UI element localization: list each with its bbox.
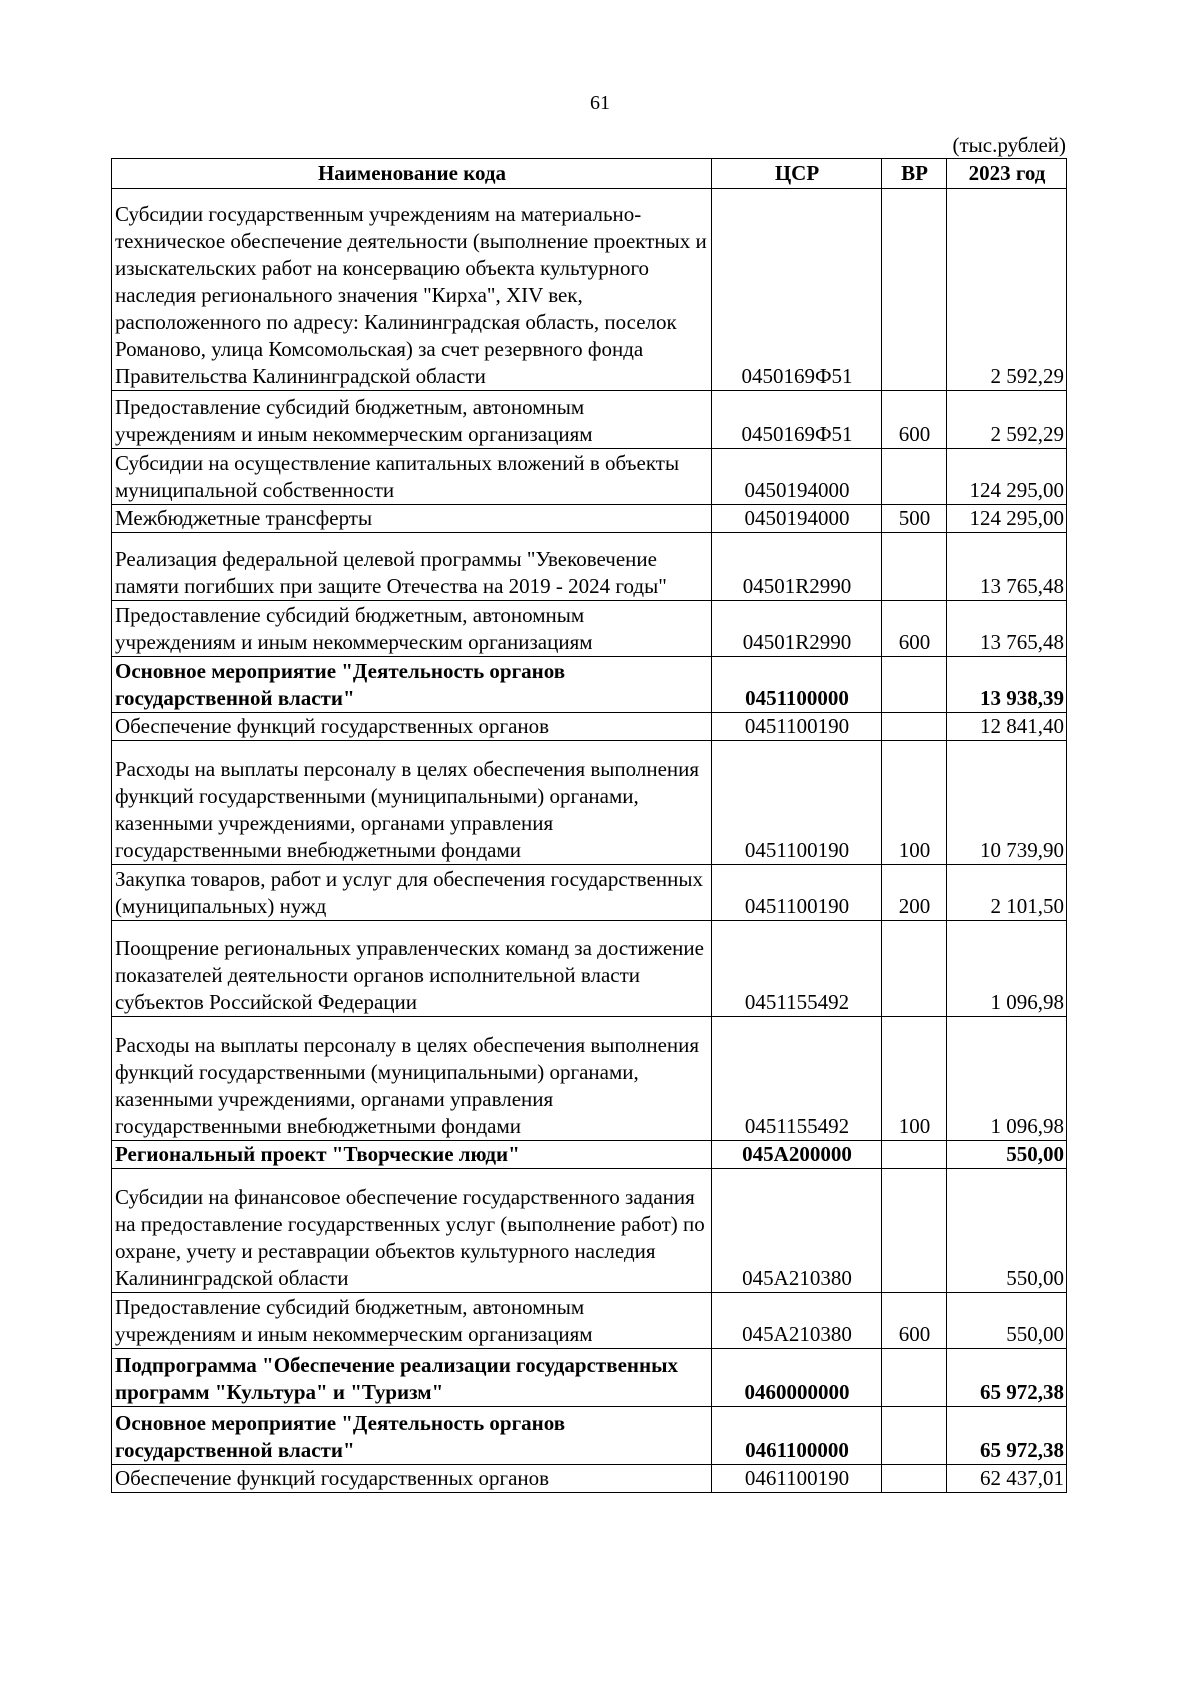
row-name: Субсидии государственным учреждениям на материально-техническое обеспечение деятельности (выполнение проектных и изыскательских работ на консервацию объекта культурного наследия регионального значения "Кирха", XIV век, расположенного по адресу: Калининградская область, поселок Романово, улица Комсомольская) за счет резервного фонда Правительства Калининградской области — [112, 189, 712, 391]
page-number: 61 — [590, 92, 610, 114]
row-amount: 13 938,39 — [947, 657, 1067, 713]
table-row — [112, 921, 1067, 1017]
row-name: Межбюджетные трансферты — [112, 505, 712, 533]
row-vr — [882, 189, 947, 391]
row-amount: 10 739,90 — [947, 741, 1067, 865]
row-amount: 12 841,40 — [947, 713, 1067, 741]
row-csr: 0451100190 — [712, 713, 882, 741]
row-amount: 65 972,38 — [947, 1349, 1067, 1407]
row-amount: 124 295,00 — [947, 505, 1067, 533]
row-amount: 550,00 — [947, 1169, 1067, 1293]
row-name: Субсидии на финансовое обеспечение государственного задания на предоставление государственных услуг (выполнение работ) по охране, учету и реставрации объектов культурного наследия Калининградской области — [112, 1169, 712, 1293]
table-row — [112, 1407, 1067, 1465]
row-vr — [882, 1465, 947, 1493]
row-amount: 65 972,38 — [947, 1407, 1067, 1465]
row-amount: 13 765,48 — [947, 601, 1067, 657]
row-csr: 0450194000 — [712, 449, 882, 505]
row-name: Основное мероприятие "Деятельность органов государственной власти" — [112, 1407, 712, 1465]
column-header-csr: ЦСР — [712, 159, 882, 189]
row-amount: 550,00 — [947, 1141, 1067, 1169]
row-csr: 0451155492 — [712, 1017, 882, 1141]
row-amount: 13 765,48 — [947, 533, 1067, 601]
table-row — [112, 601, 1067, 657]
row-csr: 0450169Ф51 — [712, 391, 882, 449]
row-name: Предоставление субсидий бюджетным, автономным учреждениям и иным некоммерческим организациям — [112, 1293, 712, 1349]
row-name: Основное мероприятие "Деятельность органов государственной власти" — [112, 657, 712, 713]
table-row — [112, 865, 1067, 921]
budget-table — [111, 158, 1067, 1493]
row-csr: 045А200000 — [712, 1141, 882, 1169]
row-name: Закупка товаров, работ и услуг для обеспечения государственных (муниципальных) нужд — [112, 865, 712, 921]
row-amount: 2 592,29 — [947, 189, 1067, 391]
column-header-vr: ВР — [882, 159, 947, 189]
row-vr — [882, 1349, 947, 1407]
row-csr: 0461100190 — [712, 1465, 882, 1493]
row-name: Предоставление субсидий бюджетным, автономным учреждениям и иным некоммерческим организациям — [112, 601, 712, 657]
row-csr: 0450169Ф51 — [712, 189, 882, 391]
row-csr: 0451100190 — [712, 865, 882, 921]
row-vr — [882, 1407, 947, 1465]
table-row — [112, 505, 1067, 533]
row-name: Расходы на выплаты персоналу в целях обеспечения выполнения функций государственными (муниципальными) органами, казенными учреждениями, органами управления государственными внебюджетными фондами — [112, 1017, 712, 1141]
row-vr — [882, 657, 947, 713]
row-vr — [882, 1169, 947, 1293]
row-amount: 62 437,01 — [947, 1465, 1067, 1493]
table-row — [112, 533, 1067, 601]
row-vr: 100 — [882, 1017, 947, 1141]
row-vr: 600 — [882, 601, 947, 657]
row-csr: 0451100190 — [712, 741, 882, 865]
row-vr: 600 — [882, 391, 947, 449]
table-row — [112, 1349, 1067, 1407]
row-vr — [882, 449, 947, 505]
row-amount: 1 096,98 — [947, 921, 1067, 1017]
row-vr: 200 — [882, 865, 947, 921]
row-amount: 1 096,98 — [947, 1017, 1067, 1141]
table-row — [112, 657, 1067, 713]
row-csr: 045А210380 — [712, 1169, 882, 1293]
table-row — [112, 1465, 1067, 1493]
table-row — [112, 1169, 1067, 1293]
row-name: Подпрограмма "Обеспечение реализации государственных программ "Культура" и "Туризм" — [112, 1349, 712, 1407]
table-row — [112, 1141, 1067, 1169]
row-amount: 124 295,00 — [947, 449, 1067, 505]
row-vr — [882, 921, 947, 1017]
table-row — [112, 1293, 1067, 1349]
table-header-row — [112, 159, 1067, 189]
row-vr — [882, 533, 947, 601]
table-row — [112, 1017, 1067, 1141]
row-csr: 0461100000 — [712, 1407, 882, 1465]
row-name: Предоставление субсидий бюджетным, автономным учреждениям и иным некоммерческим организациям — [112, 391, 712, 449]
row-name: Обеспечение функций государственных органов — [112, 713, 712, 741]
table-row — [112, 391, 1067, 449]
row-csr: 04501R2990 — [712, 533, 882, 601]
column-header-year: 2023 год — [947, 159, 1067, 189]
table-row — [112, 449, 1067, 505]
row-csr: 0450194000 — [712, 505, 882, 533]
row-amount: 2 101,50 — [947, 865, 1067, 921]
row-csr: 045А210380 — [712, 1293, 882, 1349]
table-row — [112, 741, 1067, 865]
row-csr: 04501R2990 — [712, 601, 882, 657]
row-amount: 550,00 — [947, 1293, 1067, 1349]
table-row — [112, 189, 1067, 391]
row-name: Субсидии на осуществление капитальных вложений в объекты муниципальной собственности — [112, 449, 712, 505]
row-vr: 500 — [882, 505, 947, 533]
row-csr: 0451100000 — [712, 657, 882, 713]
row-vr — [882, 1141, 947, 1169]
row-name: Обеспечение функций государственных органов — [112, 1465, 712, 1493]
row-vr: 100 — [882, 741, 947, 865]
table-row — [112, 713, 1067, 741]
row-name: Поощрение региональных управленческих команд за достижение показателей деятельности органов исполнительной власти субъектов Российской Федерации — [112, 921, 712, 1017]
row-vr — [882, 713, 947, 741]
row-name: Региональный проект "Творческие люди" — [112, 1141, 712, 1169]
row-vr: 600 — [882, 1293, 947, 1349]
row-amount: 2 592,29 — [947, 391, 1067, 449]
column-header-name: Наименование кода — [112, 159, 712, 189]
row-name: Расходы на выплаты персоналу в целях обеспечения выполнения функций государственными (муниципальными) органами, казенными учреждениями, органами управления государственными внебюджетными фондами — [112, 741, 712, 865]
row-csr: 0460000000 — [712, 1349, 882, 1407]
row-csr: 0451155492 — [712, 921, 882, 1017]
units-label: (тыс.рублей) — [952, 133, 1066, 157]
row-name: Реализация федеральной целевой программы "Увековечение памяти погибших при защите Отечества на 2019 - 2024 годы" — [112, 533, 712, 601]
